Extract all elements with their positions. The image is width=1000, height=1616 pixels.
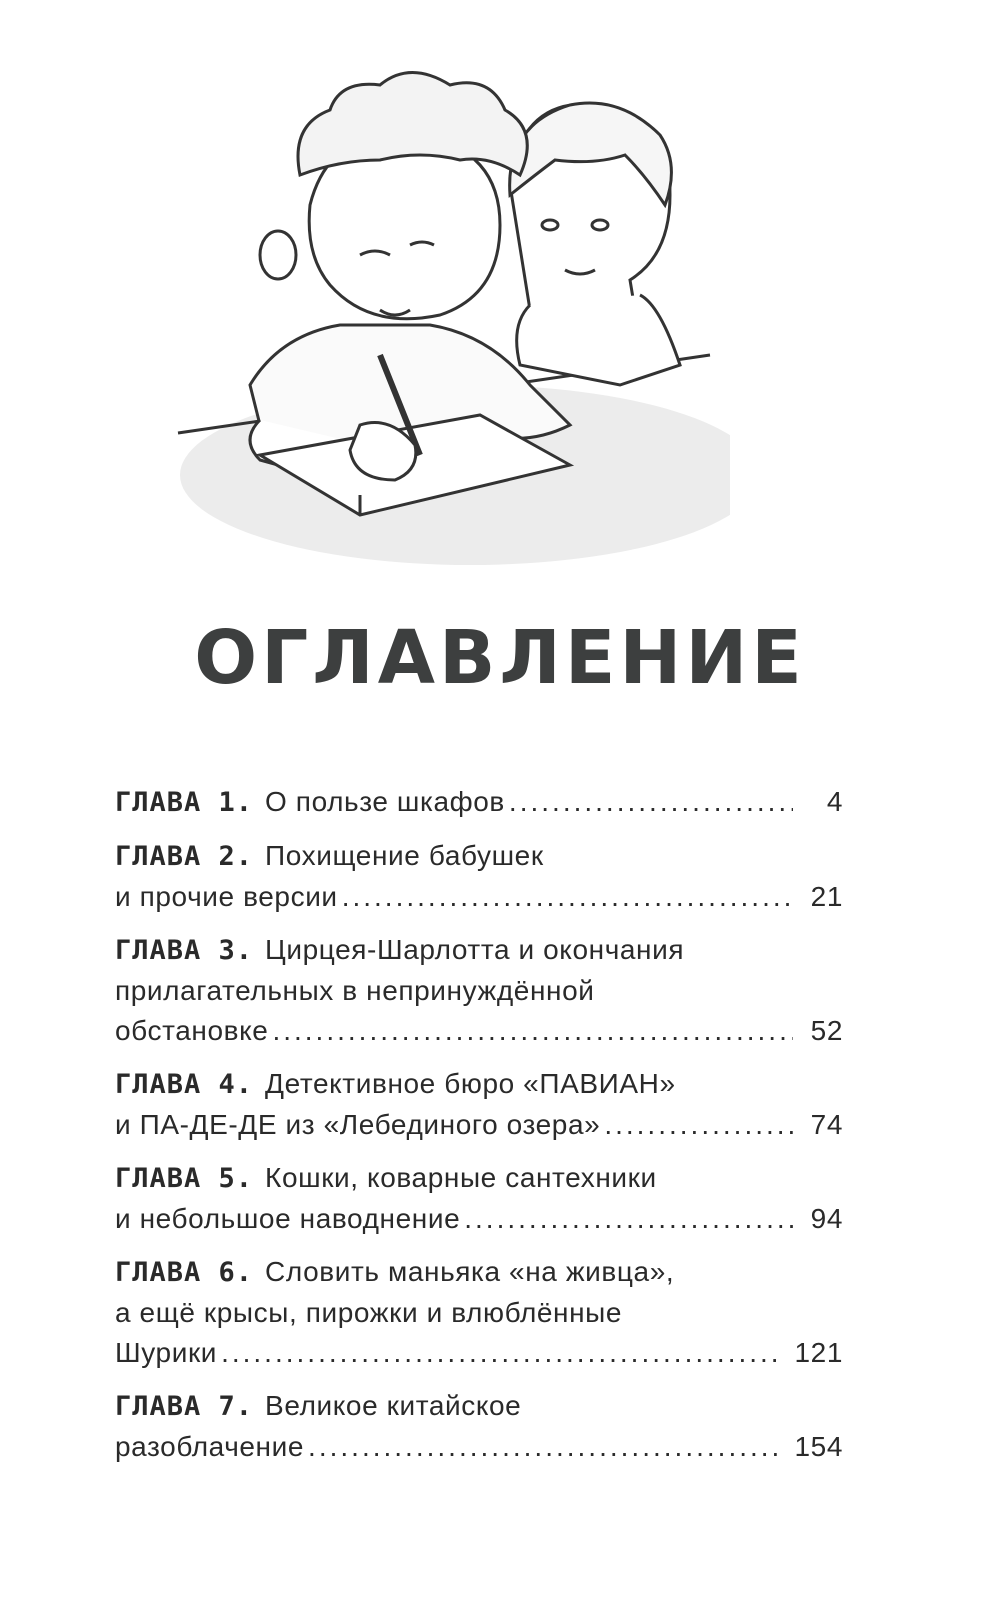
toc-entry-chapter-3[interactable] bbox=[115, 930, 843, 1051]
toc-entry-chapter-4[interactable] bbox=[115, 1064, 843, 1145]
chapter-label: ГЛАВА 2. bbox=[115, 841, 254, 872]
chapter-label: ГЛАВА 4. bbox=[115, 1069, 254, 1100]
chapter-title-line: прилагательных в непринуждённой bbox=[115, 975, 595, 1006]
two-boys-writing-illustration bbox=[170, 55, 730, 575]
chapter-title-line: Детективное бюро «ПАВИАН» bbox=[265, 1068, 676, 1099]
dot-leader bbox=[272, 1011, 793, 1051]
toc-line bbox=[115, 1064, 843, 1105]
toc-line bbox=[115, 1293, 843, 1333]
chapter-label: ГЛАВА 7. bbox=[115, 1391, 254, 1422]
chapter-title-line: Шурики bbox=[115, 1337, 218, 1368]
toc-line bbox=[115, 1333, 843, 1373]
chapter-title-line: и прочие версии bbox=[115, 881, 338, 912]
toc-line bbox=[115, 1158, 843, 1199]
toc-entry-chapter-6[interactable] bbox=[115, 1252, 843, 1373]
dot-leader bbox=[221, 1333, 784, 1373]
table-of-contents bbox=[115, 782, 843, 1480]
chapter-title-line: Похищение бабушек bbox=[265, 840, 544, 871]
dot-leader bbox=[604, 1105, 793, 1145]
chapter-title-line: и небольшое наводнение bbox=[115, 1203, 461, 1234]
dot-leader bbox=[509, 782, 793, 822]
toc-line bbox=[115, 1011, 843, 1051]
dot-leader bbox=[464, 1199, 793, 1239]
toc-line bbox=[115, 1105, 843, 1145]
chapter-label: ГЛАВА 6. bbox=[115, 1257, 254, 1288]
chapter-title-line: и ПА-ДЕ-ДЕ из «Лебединого озера» bbox=[115, 1109, 601, 1140]
toc-line bbox=[115, 1386, 843, 1427]
chapter-title-line: Словить маньяка «на живца», bbox=[265, 1256, 675, 1287]
page-number: 52 bbox=[810, 1015, 843, 1046]
page-title: ОГЛАВЛЕНИЕ bbox=[194, 615, 806, 701]
toc-entry-chapter-5[interactable] bbox=[115, 1158, 843, 1239]
chapter-title-line: разоблачение bbox=[115, 1431, 305, 1462]
chapter-label: ГЛАВА 5. bbox=[115, 1163, 254, 1194]
page-number: 121 bbox=[794, 1337, 843, 1368]
chapter-title-line: О пользе шкафов bbox=[265, 786, 505, 817]
chapter-title-line: Цирцея-Шарлотта и окончания bbox=[265, 934, 685, 965]
toc-line bbox=[115, 782, 843, 823]
page-number: 4 bbox=[826, 786, 843, 817]
toc-entry-chapter-7[interactable] bbox=[115, 1386, 843, 1467]
toc-line bbox=[115, 1199, 843, 1239]
chapter-title-line: Великое китайское bbox=[265, 1390, 522, 1421]
chapter-label: ГЛАВА 1. bbox=[115, 787, 254, 818]
dot-leader bbox=[342, 877, 793, 917]
toc-entry-chapter-2[interactable] bbox=[115, 836, 843, 917]
toc-line bbox=[115, 836, 843, 877]
chapter-title-line: а ещё крысы, пирожки и влюблённые bbox=[115, 1297, 623, 1328]
toc-entry-chapter-1[interactable] bbox=[115, 782, 843, 823]
toc-line bbox=[115, 877, 843, 917]
toc-line bbox=[115, 930, 843, 971]
page-number: 154 bbox=[794, 1431, 843, 1462]
chapter-title-line: обстановке bbox=[115, 1015, 269, 1046]
toc-line bbox=[115, 1427, 843, 1467]
page-number: 74 bbox=[810, 1109, 843, 1140]
toc-line bbox=[115, 971, 843, 1011]
page-number: 94 bbox=[810, 1203, 843, 1234]
page-number: 21 bbox=[810, 881, 843, 912]
chapter-label: ГЛАВА 3. bbox=[115, 935, 254, 966]
dot-leader bbox=[308, 1427, 784, 1467]
chapter-title-line: Кошки, коварные сантехники bbox=[265, 1162, 657, 1193]
toc-line bbox=[115, 1252, 843, 1293]
